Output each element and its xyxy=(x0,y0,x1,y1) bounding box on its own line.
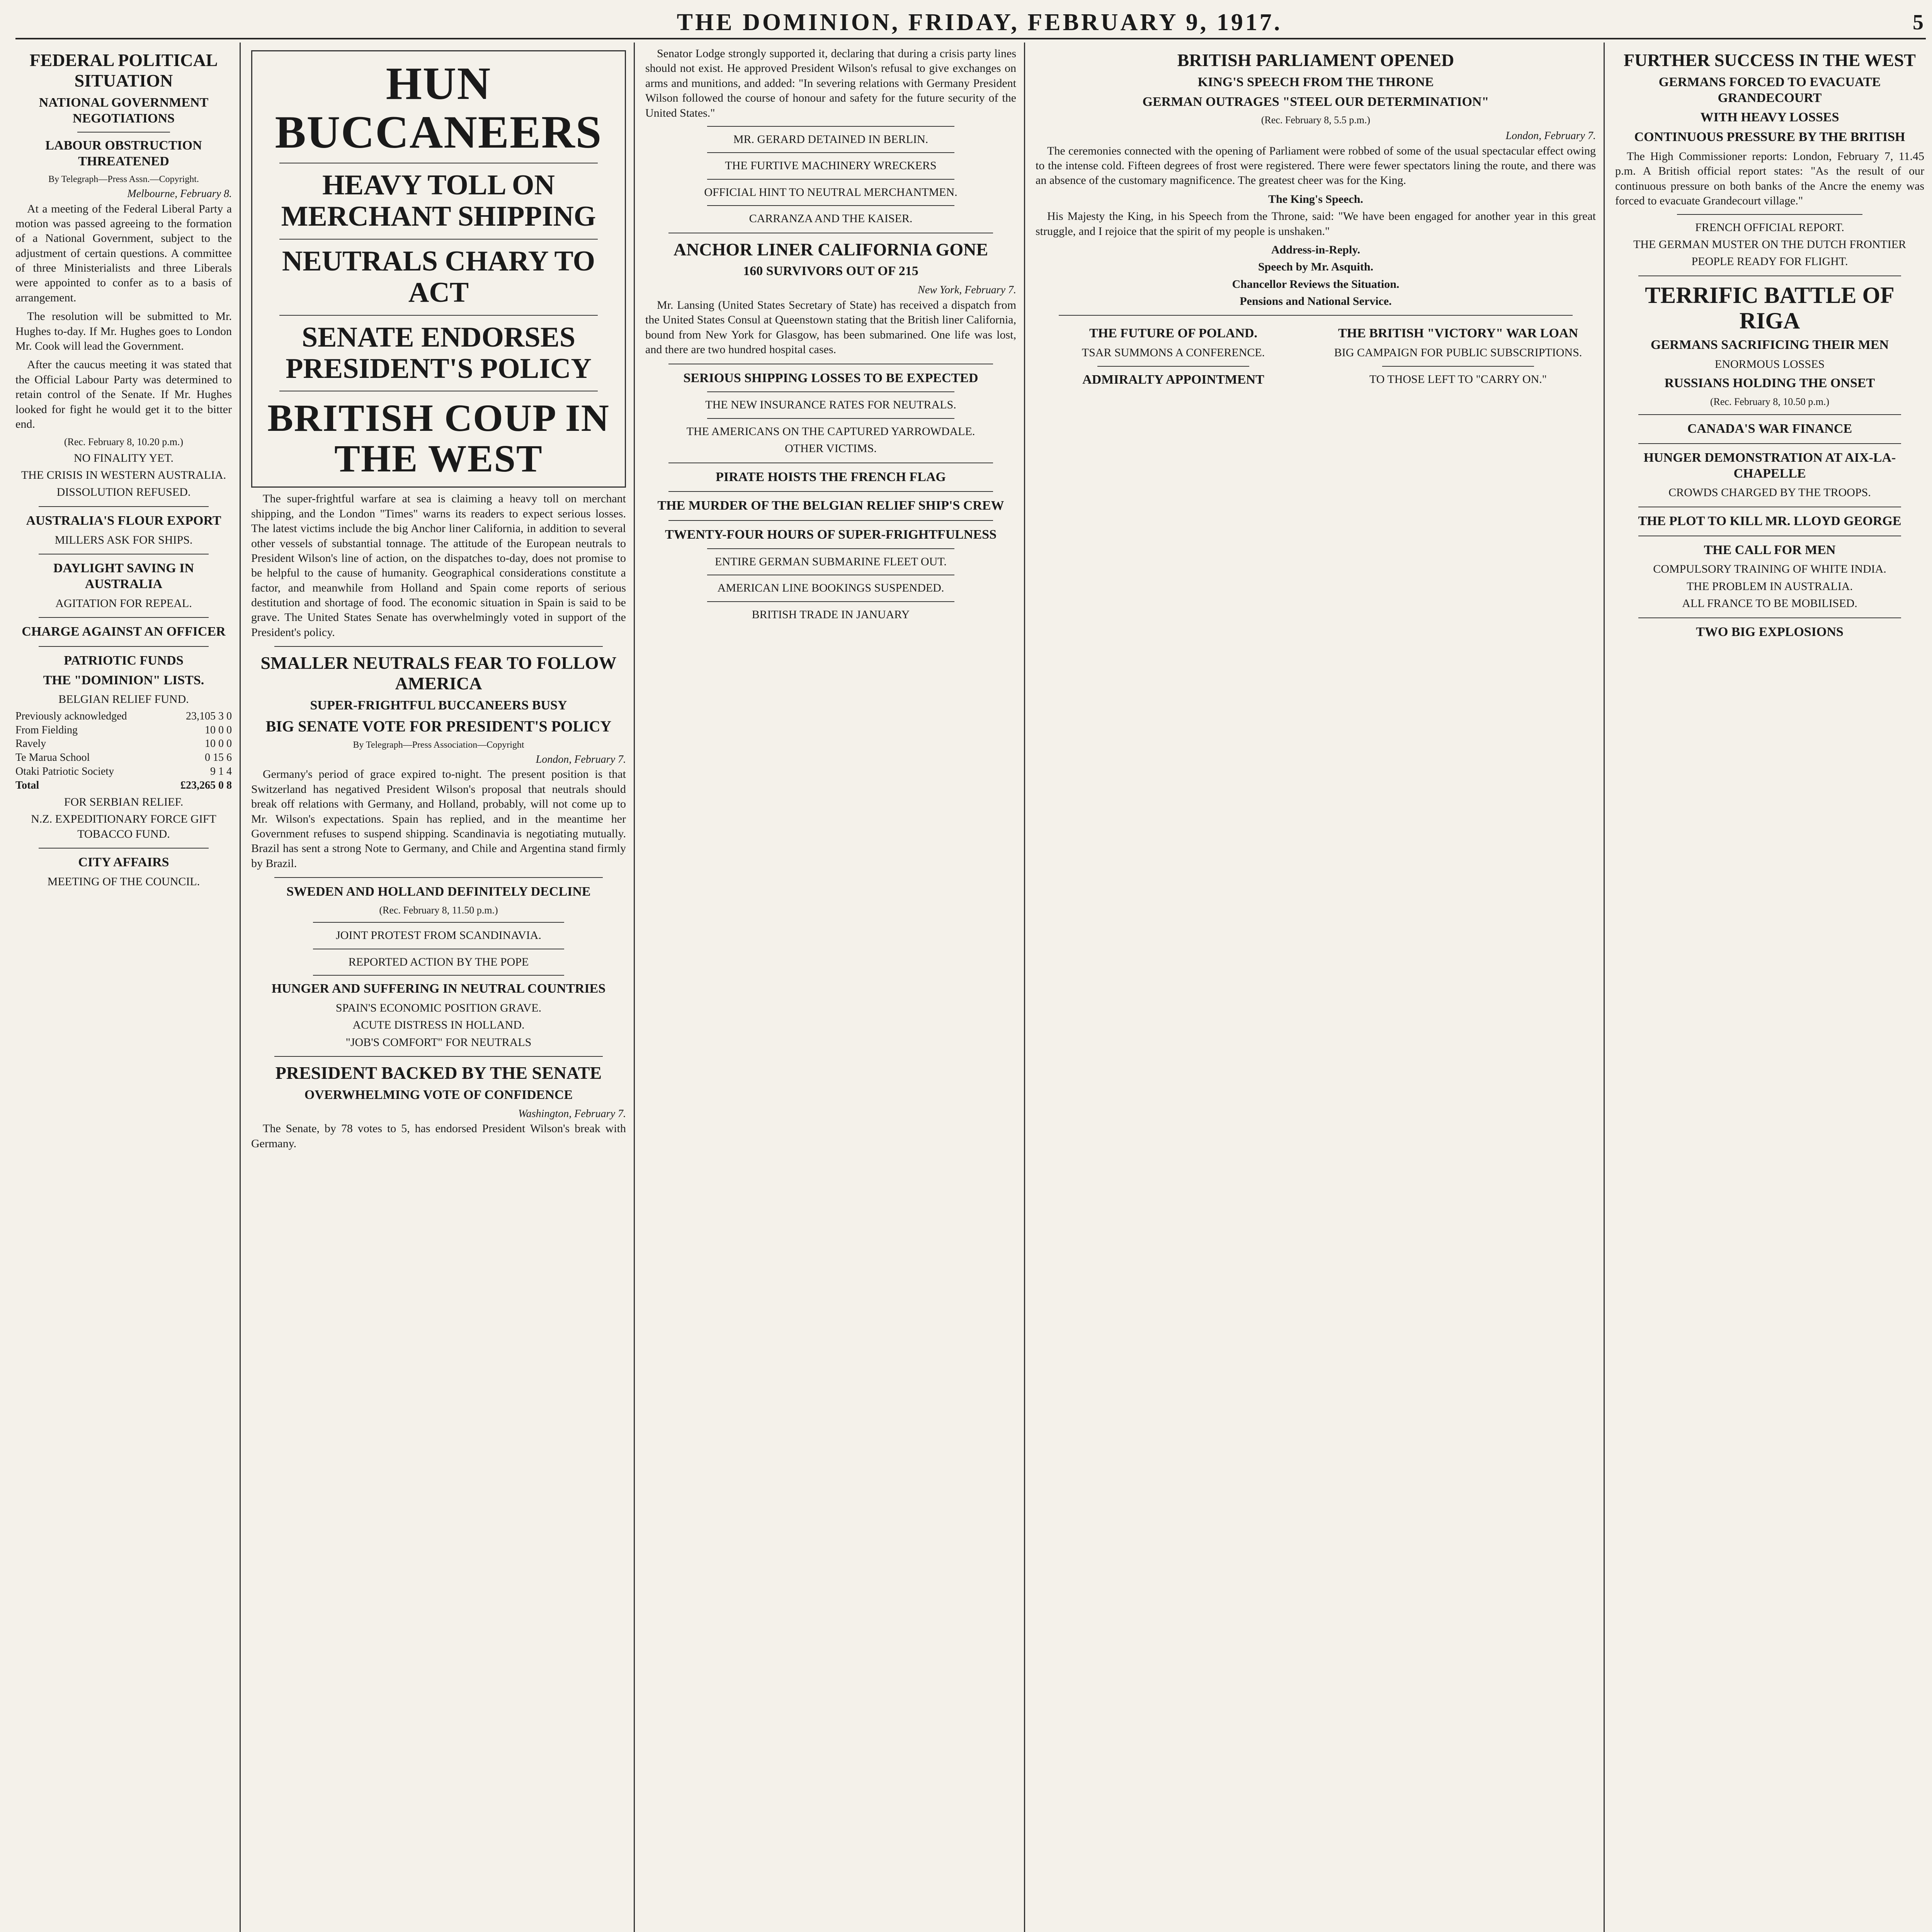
source-line: By Telegraph—Press Association—Copyright xyxy=(353,740,524,750)
subhead: FOR SERBIAN RELIEF. xyxy=(64,795,184,808)
headline-further-success: FURTHER SUCCESS IN THE WEST xyxy=(1624,50,1916,70)
subhead: THE CRISIS IN WESTERN AUSTRALIA. xyxy=(21,469,226,482)
column-5 xyxy=(1615,46,1924,1932)
divider xyxy=(39,506,209,507)
divider xyxy=(707,152,954,153)
subhead: CARRANZA AND THE KAISER. xyxy=(749,212,913,225)
subhead: THE FURTIVE MACHINERY WRECKERS xyxy=(725,159,937,172)
headline-admiralty: ADMIRALTY APPOINTMENT xyxy=(1082,372,1264,387)
sub-column-poland xyxy=(1036,322,1311,391)
headline-poland: THE FUTURE OF POLAND. xyxy=(1089,326,1258,341)
subhead: AMERICAN LINE BOOKINGS SUSPENDED. xyxy=(717,582,944,595)
headline-coup: BRITISH COUP IN THE WEST xyxy=(267,396,610,480)
column-2 xyxy=(251,46,626,1932)
fund-value: 10 0 0 xyxy=(205,724,232,736)
fund-label: Total xyxy=(15,779,39,791)
divider xyxy=(668,491,993,492)
subhead-outrages: GERMAN OUTRAGES "STEEL OUR DETERMINATION" xyxy=(1142,94,1489,109)
paragraph: Germany's period of grace expired to-night. The present position is that Switzerland has negatived President Wilson's proposal that neutrals should break off relations with Germany, and Holland, probably, will not come up to Mr. Wilson's expectations. Spain has replied, and in the meantime her Government refuses to suspend shipping. Scandinavia is negotiating mutually. Brazil has sent a strong Note to Germany, and Chile and Argentina stand firmly by Brazil. xyxy=(251,768,626,870)
source-line: By Telegraph—Press Assn.—Copyright. xyxy=(48,174,199,184)
dateline: Melbourne, February 8. xyxy=(127,187,232,200)
paragraph: His Majesty the King, in his Speech from the Throne, said: "We have been engaged for another year in this great struggle, and I rejoice that the spirit of my people is unshaken." xyxy=(1036,210,1596,238)
subhead: ALL FRANCE TO BE MOBILISED. xyxy=(1682,597,1857,610)
divider xyxy=(1382,366,1534,367)
headline-neutrals: NEUTRALS CHARY TO ACT xyxy=(282,245,595,309)
subhead: REPORTED ACTION BY THE POPE xyxy=(348,955,529,968)
paragraph: The High Commissioner reports: London, February 7, 11.45 p.m. A British official report states: "As the result of our continuous pressure on both banks of the Ancre the enemy was forced to evacuate Grandecourt village." xyxy=(1615,150,1924,207)
subhead: ENTIRE GERMAN SUBMARINE FLEET OUT. xyxy=(715,555,947,568)
divider xyxy=(1097,366,1249,367)
headline-lists: THE "DOMINION" LISTS. xyxy=(43,673,204,687)
fund-label: Previously acknowledged xyxy=(15,710,127,722)
divider xyxy=(1638,414,1901,415)
headline-daylight: DAYLIGHT SAVING IN AUSTRALIA xyxy=(53,561,194,591)
divider xyxy=(77,132,170,133)
headline-senate: SENATE ENDORSES PRESIDENT'S POLICY xyxy=(286,321,592,384)
headline-parliament: BRITISH PARLIAMENT OPENED xyxy=(1177,50,1454,70)
page-number: 5 xyxy=(1913,10,1926,34)
headline-sweden: SWEDEN AND HOLLAND DEFINITELY DECLINE xyxy=(286,884,591,899)
subhead: CROWDS CHARGED BY THE TROOPS. xyxy=(1668,486,1871,499)
divider xyxy=(279,239,598,240)
fund-label: Te Marua School xyxy=(15,752,90,764)
headline-war-loan: THE BRITISH "VICTORY" WAR LOAN xyxy=(1338,326,1578,341)
fund-value: £23,265 0 8 xyxy=(180,779,232,791)
divider xyxy=(1638,617,1901,618)
fund-row xyxy=(15,751,232,765)
dateline: Washington, February 7. xyxy=(518,1107,626,1120)
headline-pirate: PIRATE HOISTS THE FRENCH FLAG xyxy=(716,469,946,484)
divider xyxy=(313,975,564,976)
fund-value: 23,105 3 0 xyxy=(186,710,232,722)
paragraph: After the caucus meeting it was stated that the Official Labour Party was determined to retain control of the Senate. If Mr. Hughes looked for fight he would get it to the bitter end. xyxy=(15,358,232,430)
headline-hunger-demo: HUNGER DEMONSTRATION AT AIX-LA-CHAPELLE xyxy=(1643,450,1896,481)
divider xyxy=(668,520,993,521)
divider xyxy=(39,617,209,618)
headline-box xyxy=(251,50,626,488)
dateline: London, February 7. xyxy=(536,753,626,765)
headline-plot: THE PLOT TO KILL MR. LLOYD GEORGE xyxy=(1638,514,1901,528)
paragraph: At a meeting of the Federal Liberal Party a motion was passed agreeing to the formation of a National Government, subject to the adjustment of certain questions. A committee of three Ministerialists and three Liberals were appointed to confer as to a basis of arrangement. xyxy=(15,202,232,304)
headline-twenty-four-hours: TWENTY-FOUR HOURS OF SUPER-FRIGHTFULNESS xyxy=(665,527,997,542)
subhead: ENORMOUS LOSSES xyxy=(1714,357,1825,371)
divider xyxy=(39,646,209,647)
divider xyxy=(279,315,598,316)
subhead-losses: WITH HEAVY LOSSES xyxy=(1700,110,1839,125)
headline-patriotic: PATRIOTIC FUNDS xyxy=(64,653,184,668)
headline-hun: HUN BUCCANEERS xyxy=(275,58,602,158)
subhead-senate-vote: BIG SENATE VOTE FOR PRESIDENT'S POLICY xyxy=(265,717,612,735)
headline-canada: CANADA'S WAR FINANCE xyxy=(1687,422,1852,436)
headline-explosions: TWO BIG EXPLOSIONS xyxy=(1696,624,1844,639)
headline-flour: AUSTRALIA'S FLOUR EXPORT xyxy=(26,513,221,528)
divider xyxy=(313,922,564,923)
divider xyxy=(707,179,954,180)
subhead: MILLERS ASK FOR SHIPS. xyxy=(54,533,193,546)
fund-value: 0 15 6 xyxy=(205,752,232,764)
divider xyxy=(274,877,603,878)
received-line: (Rec. February 8, 10.20 p.m.) xyxy=(64,436,184,448)
subhead: SPAIN'S ECONOMIC POSITION GRAVE. xyxy=(335,1001,542,1014)
divider xyxy=(274,646,603,647)
headline-belgian-relief: THE MURDER OF THE BELGIAN RELIEF SHIP'S CREW xyxy=(657,498,1004,513)
dateline: New York, February 7. xyxy=(918,284,1016,296)
subhead: BIG CAMPAIGN FOR PUBLIC SUBSCRIPTIONS. xyxy=(1334,346,1582,359)
subhead: MR. GERARD DETAINED IN BERLIN. xyxy=(733,133,929,146)
subhead: THE GERMAN MUSTER ON THE DUTCH FRONTIER xyxy=(1633,238,1906,251)
column-rule xyxy=(1024,43,1025,1932)
headline-call-for-men: THE CALL FOR MEN xyxy=(1704,543,1836,557)
masthead-title: THE DOMINION, FRIDAY, FEBRUARY 9, 1917. xyxy=(677,9,1282,36)
subhead: N.Z. EXPEDITIONARY FORCE GIFT TOBACCO FUND. xyxy=(31,813,216,840)
paragraph: The super-frightful warfare at sea is claiming a heavy toll on merchant shipping, and the London "Times" warns its readers to expect serious losses. The latest victims include the big Anchor liner California, in addition to several other vessels of substantial tonnage. The attitude of the European neutrals to President Wilson's line of action, on the dispatches to-day, does not promise to be helpful to the cause of humanity. Geographical considerations constitute a factor, and meanwhile from Holland and Spain come reports of serious destitution and shortage of food. The economic situation in Spain is said to be grave. The United States Senate has overwhelmingly voted in support of the President's policy. xyxy=(251,492,626,639)
sub-column-war-loan xyxy=(1320,322,1596,391)
subhead-national-govt: NATIONAL GOVERNMENT NEGOTIATIONS xyxy=(39,95,209,126)
fund-row xyxy=(15,765,232,779)
subhead-survivors: 160 SURVIVORS OUT OF 215 xyxy=(743,264,918,279)
subhead-sacrificing: GERMANS SACRIFICING THEIR MEN xyxy=(1650,337,1889,352)
fund-table xyxy=(15,709,232,793)
fund-row xyxy=(15,723,232,737)
received-line: (Rec. February 8, 5.5 p.m.) xyxy=(1261,114,1371,126)
subhead: OTHER VICTIMS. xyxy=(785,442,877,455)
subhead-labour: LABOUR OBSTRUCTION THREATENED xyxy=(45,138,202,169)
column-rule xyxy=(240,43,241,1932)
subhead: OFFICIAL HINT TO NEUTRAL MERCHANTMEN. xyxy=(704,185,957,199)
fund-label: Ravely xyxy=(15,738,46,750)
masthead xyxy=(15,7,1926,39)
divider xyxy=(707,548,954,549)
subhead: TSAR SUMMONS A CONFERENCE. xyxy=(1082,346,1265,359)
subhead: BELGIAN RELIEF FUND. xyxy=(58,693,189,706)
subhead-kings-speech: KING'S SPEECH FROM THE THRONE xyxy=(1197,75,1434,89)
paragraph: The ceremonies connected with the opening of Parliament were robbed of some of the usual spectacular effect owing to the intense cold. Fifteen degrees of frost were registered. There were fewer spectators lining the route, and there was an absence of the customary magnificence. The greatest cheer was for the King. xyxy=(1036,144,1596,187)
subhead: NO FINALITY YET. xyxy=(73,451,173,464)
subhead: Speech by Mr. Asquith. xyxy=(1258,260,1374,274)
subhead: The King's Speech. xyxy=(1268,192,1363,206)
divider xyxy=(707,205,954,206)
subhead: "JOB'S COMFORT" FOR NEUTRALS xyxy=(345,1036,532,1049)
divider xyxy=(707,601,954,602)
paragraph: The resolution will be submitted to Mr. Hughes to-day. If Mr. Hughes goes to London Mr. Cook will lead the Government. xyxy=(15,310,232,353)
divider xyxy=(1059,315,1573,316)
divider xyxy=(707,418,954,419)
fund-value: 9 1 4 xyxy=(210,765,232,778)
headline-city: CITY AFFAIRS xyxy=(78,855,169,869)
subhead: JOINT PROTEST FROM SCANDINAVIA. xyxy=(336,929,541,942)
headline-president: PRESIDENT BACKED BY THE SENATE xyxy=(275,1063,602,1083)
divider xyxy=(1677,214,1862,215)
fund-value: 10 0 0 xyxy=(205,738,232,750)
column-rule xyxy=(634,43,635,1932)
subhead-vote: OVERWHELMING VOTE OF CONFIDENCE xyxy=(304,1087,573,1102)
subhead: Address-in-Reply. xyxy=(1271,243,1361,256)
paragraph: The Senate, by 78 votes to 5, has endorsed President Wilson's break with Germany. xyxy=(251,1122,626,1150)
divider xyxy=(274,1056,603,1057)
received-line: (Rec. February 8, 10.50 p.m.) xyxy=(1710,396,1830,407)
subhead: Chancellor Reviews the Situation. xyxy=(1232,277,1400,291)
column-3 xyxy=(645,46,1016,1932)
subhead: FRENCH OFFICIAL REPORT. xyxy=(1695,221,1844,234)
subhead: THE PROBLEM IN AUSTRALIA. xyxy=(1686,580,1853,593)
divider xyxy=(707,126,954,127)
subhead: Pensions and National Service. xyxy=(1240,295,1392,308)
headline-shipping-losses: SERIOUS SHIPPING LOSSES TO BE EXPECTED xyxy=(683,371,978,385)
headline-federal: FEDERAL POLITICAL SITUATION xyxy=(29,50,218,90)
sub-columns xyxy=(1036,322,1596,391)
subhead: PEOPLE READY FOR FLIGHT. xyxy=(1691,255,1848,268)
subhead: MEETING OF THE COUNCIL. xyxy=(47,875,200,888)
subhead: THE NEW INSURANCE RATES FOR NEUTRALS. xyxy=(705,398,956,412)
column-4 xyxy=(1036,46,1596,1932)
headline-charge: CHARGE AGAINST AN OFFICER xyxy=(22,624,226,639)
headline-smaller-neutrals: SMALLER NEUTRALS FEAR TO FOLLOW AMERICA xyxy=(260,653,617,694)
subhead-grandecourt: GERMANS FORCED TO EVACUATE GRANDECOURT xyxy=(1658,75,1881,105)
subhead: ACUTE DISTRESS IN HOLLAND. xyxy=(352,1019,525,1032)
subhead: DISSOLUTION REFUSED. xyxy=(56,486,191,499)
column-rule xyxy=(1604,43,1605,1932)
subhead: BRITISH TRADE IN JANUARY xyxy=(752,608,910,621)
headline-california: ANCHOR LINER CALIFORNIA GONE xyxy=(673,239,988,259)
subhead-russians: RUSSIANS HOLDING THE ONSET xyxy=(1664,376,1875,390)
subhead: TO THOSE LEFT TO "CARRY ON." xyxy=(1369,372,1547,386)
column-1 xyxy=(15,46,232,1932)
divider xyxy=(707,391,954,392)
subhead: COMPULSORY TRAINING OF WHITE INDIA. xyxy=(1653,563,1886,576)
headline-hunger: HUNGER AND SUFFERING IN NEUTRAL COUNTRIES xyxy=(271,981,606,996)
dateline: London, February 7. xyxy=(1505,129,1596,142)
paragraph: Mr. Lansing (United States Secretary of State) has received a dispatch from the United States Consul at Queenstown stating that the British liner California, bound from New York for Glasgow, has been submarined. One life was lost, and there are two hundred hospital cases. xyxy=(645,299,1016,356)
paragraph: Senator Lodge strongly supported it, declaring that during a crisis party lines should not exist. He approved President Wilson's refusal to give exchanges on arms and munitions, and added: "In severing relations with Germany President Wilson followed the course of honour and safety for the future security of the United States." xyxy=(645,47,1016,119)
fund-row xyxy=(15,737,232,751)
subhead-pressure: CONTINUOUS PRESSURE BY THE BRITISH xyxy=(1634,130,1905,145)
divider xyxy=(39,848,209,849)
fund-label: Otaki Patriotic Society xyxy=(15,765,114,778)
subhead: THE AMERICANS ON THE CAPTURED YARROWDALE. xyxy=(686,425,975,438)
fund-row xyxy=(15,709,232,723)
headline-heavy-toll: HEAVY TOLL ON MERCHANT SHIPPING xyxy=(281,169,596,233)
subhead: AGITATION FOR REPEAL. xyxy=(55,597,192,610)
subhead-buccaneers: SUPER-FRIGHTFUL BUCCANEERS BUSY xyxy=(310,698,567,713)
fund-row xyxy=(15,779,232,793)
fund-label: From Fielding xyxy=(15,724,78,736)
received-line: (Rec. February 8, 11.50 p.m.) xyxy=(379,904,498,916)
divider xyxy=(1638,443,1901,444)
headline-riga: TERRIFIC BATTLE OF RIGA xyxy=(1645,282,1895,333)
